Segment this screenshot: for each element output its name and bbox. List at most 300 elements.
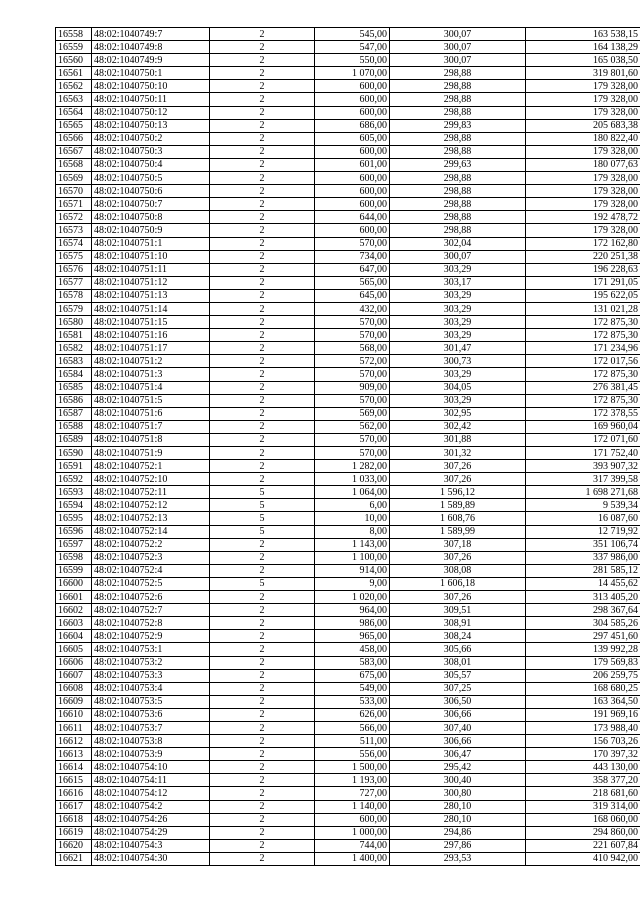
data-table-container [55,27,638,866]
table-row [56,656,640,669]
category-cell: 2 [210,748,315,761]
area-cell: 1 282,00 [315,460,390,473]
category-cell: 2 [210,538,315,551]
table-row [56,800,640,813]
row-number-cell: 16614 [56,761,92,774]
table-row [56,721,640,734]
rate-cell: 307,26 [390,460,526,473]
cadastral-number-cell: 48:02:1040753:9 [92,748,210,761]
value-cell: 165 038,50 [526,54,640,67]
cadastral-number-cell: 48:02:1040751:14 [92,302,210,315]
category-cell: 2 [210,158,315,171]
area-cell: 556,00 [315,748,390,761]
area-cell: 1 100,00 [315,551,390,564]
rate-cell: 303,29 [390,263,526,276]
value-cell: 164 138,29 [526,41,640,54]
table-row [56,172,640,185]
area-cell: 570,00 [315,433,390,446]
category-cell: 2 [210,630,315,643]
row-number-cell: 16570 [56,185,92,198]
cadastral-number-cell: 48:02:1040754:11 [92,774,210,787]
category-cell: 2 [210,198,315,211]
area-cell: 1 400,00 [315,852,390,865]
cadastral-number-cell: 48:02:1040750:12 [92,106,210,119]
table-row [56,119,640,132]
cadastral-number-cell: 48:02:1040751:15 [92,316,210,329]
row-number-cell: 16574 [56,237,92,250]
category-cell: 2 [210,447,315,460]
rate-cell: 307,26 [390,551,526,564]
row-number-cell: 16558 [56,28,92,41]
row-number-cell: 16611 [56,721,92,734]
value-cell: 14 455,62 [526,577,640,590]
value-cell: 317 399,58 [526,473,640,486]
rate-cell: 306,47 [390,748,526,761]
value-cell: 337 986,00 [526,551,640,564]
rate-cell: 300,07 [390,250,526,263]
cadastral-number-cell: 48:02:1040754:12 [92,787,210,800]
category-cell: 5 [210,525,315,538]
cadastral-number-cell: 48:02:1040752:6 [92,591,210,604]
table-row [56,329,640,342]
area-cell: 458,00 [315,643,390,656]
rate-cell: 306,66 [390,708,526,721]
cadastral-number-cell: 48:02:1040750:2 [92,132,210,145]
row-number-cell: 16604 [56,630,92,643]
row-number-cell: 16608 [56,682,92,695]
area-cell: 570,00 [315,316,390,329]
category-cell: 2 [210,381,315,394]
category-cell: 2 [210,813,315,826]
row-number-cell: 16621 [56,852,92,865]
row-number-cell: 16560 [56,54,92,67]
area-cell: 566,00 [315,721,390,734]
rate-cell: 308,24 [390,630,526,643]
value-cell: 179 328,00 [526,172,640,185]
row-number-cell: 16602 [56,604,92,617]
rate-cell: 1 606,18 [390,577,526,590]
category-cell: 5 [210,486,315,499]
table-row [56,420,640,433]
table-row [56,41,640,54]
category-cell: 2 [210,721,315,734]
table-row [56,512,640,525]
value-cell: 221 607,84 [526,839,640,852]
table-row [56,145,640,158]
row-number-cell: 16619 [56,826,92,839]
value-cell: 9 539,34 [526,499,640,512]
cadastral-number-cell: 48:02:1040753:8 [92,735,210,748]
table-row [56,381,640,394]
table-row [56,735,640,748]
row-number-cell: 16600 [56,577,92,590]
area-cell: 1 064,00 [315,486,390,499]
value-cell: 163 538,15 [526,28,640,41]
rate-cell: 302,04 [390,237,526,250]
category-cell: 2 [210,41,315,54]
row-number-cell: 16564 [56,106,92,119]
cadastral-number-cell: 48:02:1040752:14 [92,525,210,538]
category-cell: 2 [210,145,315,158]
table-row [56,669,640,682]
value-cell: 1 698 271,68 [526,486,640,499]
value-cell: 319 801,60 [526,67,640,80]
cadastral-number-cell: 48:02:1040752:9 [92,630,210,643]
category-cell: 2 [210,67,315,80]
row-number-cell: 16567 [56,145,92,158]
table-row [56,93,640,106]
rate-cell: 280,10 [390,800,526,813]
row-number-cell: 16576 [56,263,92,276]
rate-cell: 308,91 [390,617,526,630]
row-number-cell: 16596 [56,525,92,538]
table-row [56,407,640,420]
area-cell: 568,00 [315,342,390,355]
row-number-cell: 16575 [56,250,92,263]
rate-cell: 293,53 [390,852,526,865]
category-cell: 2 [210,669,315,682]
category-cell: 2 [210,774,315,787]
row-number-cell: 16559 [56,41,92,54]
table-row [56,774,640,787]
area-cell: 626,00 [315,708,390,721]
cadastral-number-cell: 48:02:1040749:7 [92,28,210,41]
table-row [56,473,640,486]
cadastral-number-cell: 48:02:1040749:8 [92,41,210,54]
category-cell: 2 [210,80,315,93]
category-cell: 2 [210,28,315,41]
value-cell: 12 719,92 [526,525,640,538]
table-row [56,761,640,774]
category-cell: 2 [210,839,315,852]
table-row [56,630,640,643]
category-cell: 2 [210,106,315,119]
cadastral-number-cell: 48:02:1040751:10 [92,250,210,263]
rate-cell: 297,86 [390,839,526,852]
row-number-cell: 16613 [56,748,92,761]
row-number-cell: 16585 [56,381,92,394]
row-number-cell: 16595 [56,512,92,525]
rate-cell: 298,88 [390,198,526,211]
table-row [56,604,640,617]
cadastral-number-cell: 48:02:1040750:9 [92,224,210,237]
table-row [56,250,640,263]
table-row [56,237,640,250]
value-cell: 139 992,28 [526,643,640,656]
category-cell: 2 [210,852,315,865]
cadastral-number-cell: 48:02:1040754:3 [92,839,210,852]
area-cell: 572,00 [315,355,390,368]
table-row [56,682,640,695]
cadastral-number-cell: 48:02:1040751:2 [92,355,210,368]
cadastral-number-cell: 48:02:1040749:9 [92,54,210,67]
rate-cell: 300,80 [390,787,526,800]
table-row [56,132,640,145]
value-cell: 443 130,00 [526,761,640,774]
cadastral-number-cell: 48:02:1040753:6 [92,708,210,721]
area-cell: 570,00 [315,368,390,381]
table-row [56,617,640,630]
category-cell: 2 [210,761,315,774]
table-row [56,211,640,224]
cadastral-number-cell: 48:02:1040753:4 [92,682,210,695]
value-cell: 410 942,00 [526,852,640,865]
area-cell: 545,00 [315,28,390,41]
category-cell: 2 [210,54,315,67]
value-cell: 304 585,26 [526,617,640,630]
table-row [56,54,640,67]
value-cell: 163 364,50 [526,695,640,708]
table-row [56,368,640,381]
value-cell: 206 259,75 [526,669,640,682]
row-number-cell: 16568 [56,158,92,171]
row-number-cell: 16592 [56,473,92,486]
cadastral-number-cell: 48:02:1040754:10 [92,761,210,774]
category-cell: 2 [210,656,315,669]
area-cell: 600,00 [315,198,390,211]
cadastral-number-cell: 48:02:1040752:4 [92,564,210,577]
cadastral-number-cell: 48:02:1040751:1 [92,237,210,250]
value-cell: 297 451,60 [526,630,640,643]
area-cell: 965,00 [315,630,390,643]
cadastral-number-cell: 48:02:1040751:7 [92,420,210,433]
area-cell: 914,00 [315,564,390,577]
value-cell: 195 622,05 [526,289,640,302]
value-cell: 179 328,00 [526,106,640,119]
row-number-cell: 16610 [56,708,92,721]
value-cell: 220 251,38 [526,250,640,263]
category-cell: 2 [210,617,315,630]
category-cell: 2 [210,787,315,800]
area-cell: 1 020,00 [315,591,390,604]
row-number-cell: 16591 [56,460,92,473]
row-number-cell: 16599 [56,564,92,577]
value-cell: 169 960,04 [526,420,640,433]
value-cell: 171 291,05 [526,276,640,289]
category-cell: 2 [210,591,315,604]
value-cell: 171 752,40 [526,447,640,460]
area-cell: 533,00 [315,695,390,708]
area-cell: 909,00 [315,381,390,394]
category-cell: 2 [210,263,315,276]
category-cell: 2 [210,276,315,289]
area-cell: 600,00 [315,185,390,198]
cadastral-number-cell: 48:02:1040750:11 [92,93,210,106]
area-cell: 1 193,00 [315,774,390,787]
cadastral-number-cell: 48:02:1040751:3 [92,368,210,381]
value-cell: 179 328,00 [526,93,640,106]
rate-cell: 309,51 [390,604,526,617]
area-cell: 600,00 [315,172,390,185]
cadastral-number-cell: 48:02:1040750:1 [92,67,210,80]
rate-cell: 298,88 [390,172,526,185]
row-number-cell: 16584 [56,368,92,381]
category-cell: 2 [210,211,315,224]
table-row [56,538,640,551]
category-cell: 2 [210,250,315,263]
row-number-cell: 16577 [56,276,92,289]
table-row [56,28,640,41]
value-cell: 313 405,20 [526,591,640,604]
category-cell: 2 [210,224,315,237]
category-cell: 2 [210,172,315,185]
area-cell: 550,00 [315,54,390,67]
row-number-cell: 16616 [56,787,92,800]
cadastral-number-cell: 48:02:1040750:13 [92,119,210,132]
category-cell: 2 [210,185,315,198]
cadastral-number-cell: 48:02:1040752:10 [92,473,210,486]
rate-cell: 298,88 [390,224,526,237]
category-cell: 2 [210,355,315,368]
rate-cell: 305,57 [390,669,526,682]
cadastral-number-cell: 48:02:1040754:30 [92,852,210,865]
cadastral-number-cell: 48:02:1040751:9 [92,447,210,460]
rate-cell: 294,86 [390,826,526,839]
area-cell: 734,00 [315,250,390,263]
cadastral-number-cell: 48:02:1040751:17 [92,342,210,355]
area-cell: 605,00 [315,132,390,145]
value-cell: 171 234,96 [526,342,640,355]
cadastral-number-cell: 48:02:1040750:7 [92,198,210,211]
cadastral-number-cell: 48:02:1040752:2 [92,538,210,551]
area-cell: 562,00 [315,420,390,433]
area-cell: 727,00 [315,787,390,800]
category-cell: 2 [210,460,315,473]
value-cell: 131 021,28 [526,302,640,315]
category-cell: 2 [210,604,315,617]
row-number-cell: 16566 [56,132,92,145]
value-cell: 192 478,72 [526,211,640,224]
table-row [56,577,640,590]
table-row [56,185,640,198]
row-number-cell: 16563 [56,93,92,106]
area-cell: 511,00 [315,735,390,748]
area-cell: 675,00 [315,669,390,682]
area-cell: 600,00 [315,93,390,106]
row-number-cell: 16588 [56,420,92,433]
area-cell: 1 143,00 [315,538,390,551]
cadastral-number-cell: 48:02:1040752:5 [92,577,210,590]
table-row [56,342,640,355]
rate-cell: 306,50 [390,695,526,708]
rate-cell: 307,26 [390,591,526,604]
row-number-cell: 16620 [56,839,92,852]
category-cell: 2 [210,329,315,342]
table-row [56,224,640,237]
value-cell: 179 328,00 [526,198,640,211]
value-cell: 173 988,40 [526,721,640,734]
rate-cell: 1 608,76 [390,512,526,525]
cadastral-number-cell: 48:02:1040750:10 [92,80,210,93]
cadastral-number-cell: 48:02:1040753:2 [92,656,210,669]
area-cell: 432,00 [315,302,390,315]
cadastral-number-cell: 48:02:1040750:5 [92,172,210,185]
rate-cell: 299,63 [390,158,526,171]
rate-cell: 305,66 [390,643,526,656]
category-cell: 2 [210,237,315,250]
rate-cell: 307,18 [390,538,526,551]
category-cell: 2 [210,708,315,721]
rate-cell: 298,88 [390,145,526,158]
category-cell: 2 [210,682,315,695]
value-cell: 172 017,56 [526,355,640,368]
value-cell: 179 328,00 [526,185,640,198]
table-body [56,28,640,866]
area-cell: 1 000,00 [315,826,390,839]
category-cell: 2 [210,342,315,355]
area-cell: 10,00 [315,512,390,525]
area-cell: 549,00 [315,682,390,695]
row-number-cell: 16578 [56,289,92,302]
category-cell: 2 [210,735,315,748]
area-cell: 986,00 [315,617,390,630]
cadastral-number-cell: 48:02:1040752:8 [92,617,210,630]
rate-cell: 302,95 [390,407,526,420]
value-cell: 358 377,20 [526,774,640,787]
area-cell: 547,00 [315,41,390,54]
area-cell: 964,00 [315,604,390,617]
rate-cell: 306,66 [390,735,526,748]
value-cell: 393 907,32 [526,460,640,473]
category-cell: 2 [210,394,315,407]
row-number-cell: 16569 [56,172,92,185]
table-row [56,158,640,171]
table-row [56,643,640,656]
rate-cell: 280,10 [390,813,526,826]
cadastral-number-cell: 48:02:1040753:7 [92,721,210,734]
table-row [56,695,640,708]
row-number-cell: 16618 [56,813,92,826]
cadastral-number-cell: 48:02:1040750:3 [92,145,210,158]
rate-cell: 308,08 [390,564,526,577]
value-cell: 179 328,00 [526,80,640,93]
value-cell: 281 585,12 [526,564,640,577]
row-number-cell: 16586 [56,394,92,407]
category-cell: 2 [210,800,315,813]
value-cell: 276 381,45 [526,381,640,394]
rate-cell: 300,07 [390,28,526,41]
value-cell: 218 681,60 [526,787,640,800]
rate-cell: 308,01 [390,656,526,669]
rate-cell: 300,73 [390,355,526,368]
table-row [56,525,640,538]
area-cell: 1 033,00 [315,473,390,486]
category-cell: 2 [210,695,315,708]
table-row [56,564,640,577]
rate-cell: 298,88 [390,132,526,145]
category-cell: 2 [210,407,315,420]
row-number-cell: 16598 [56,551,92,564]
cadastral-number-cell: 48:02:1040753:3 [92,669,210,682]
row-number-cell: 16615 [56,774,92,787]
rate-cell: 300,07 [390,41,526,54]
row-number-cell: 16617 [56,800,92,813]
rate-cell: 300,07 [390,54,526,67]
area-cell: 1 500,00 [315,761,390,774]
cadastral-number-cell: 48:02:1040750:6 [92,185,210,198]
category-cell: 2 [210,420,315,433]
value-cell: 168 680,25 [526,682,640,695]
table-row [56,787,640,800]
rate-cell: 303,29 [390,329,526,342]
area-cell: 1 140,00 [315,800,390,813]
value-cell: 172 875,30 [526,316,640,329]
cadastral-number-cell: 48:02:1040752:12 [92,499,210,512]
area-cell: 686,00 [315,119,390,132]
row-number-cell: 16590 [56,447,92,460]
area-cell: 600,00 [315,106,390,119]
cadastral-number-cell: 48:02:1040751:8 [92,433,210,446]
